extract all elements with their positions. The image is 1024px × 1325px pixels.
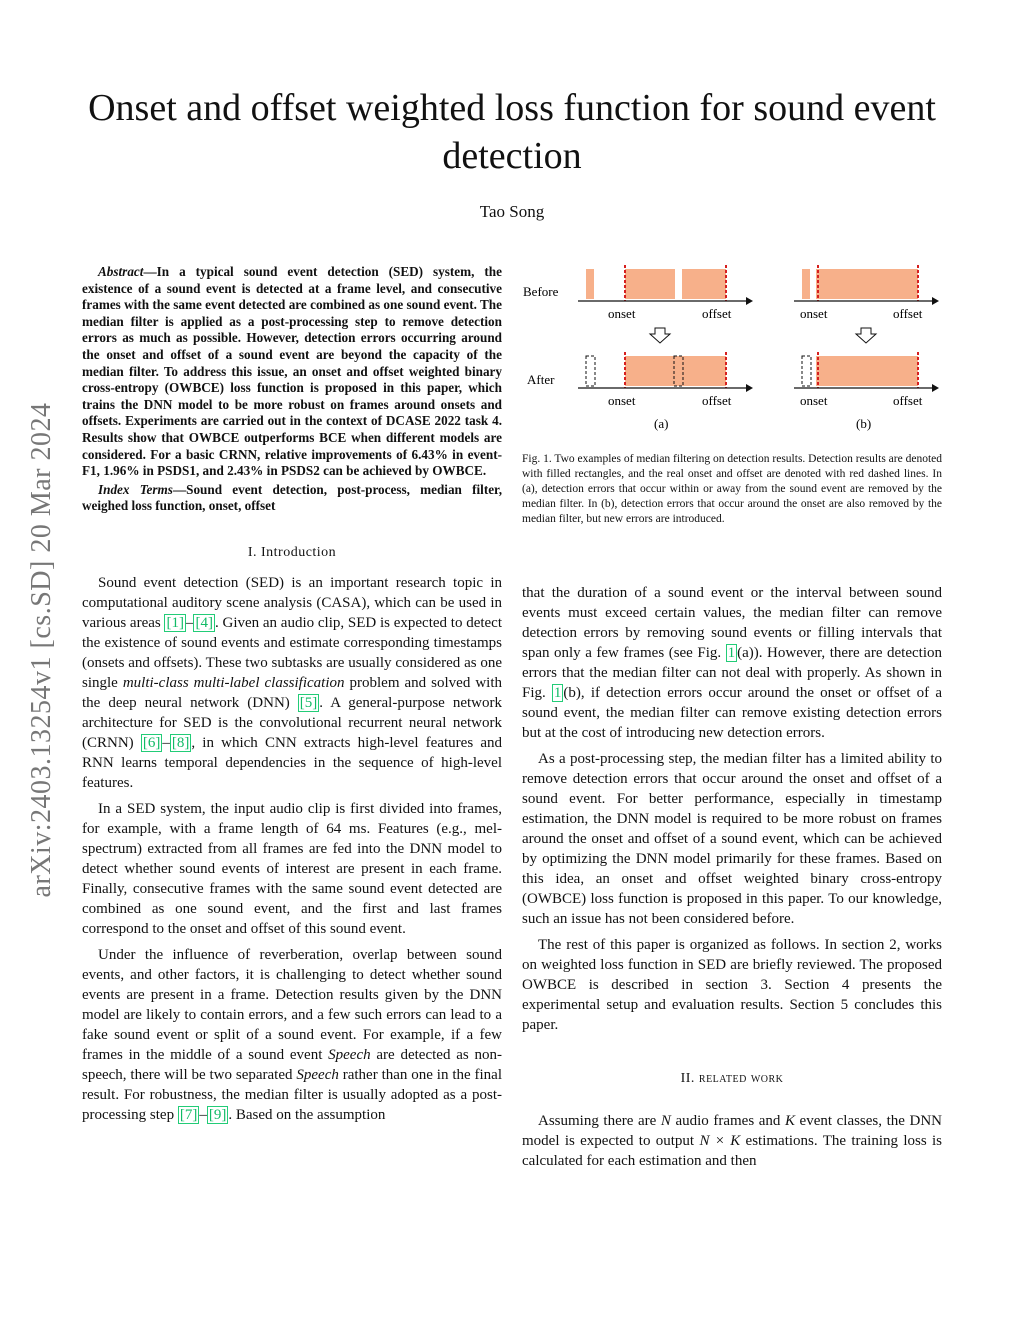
axis-arrow-icon: [746, 297, 753, 305]
figure-1: [522, 260, 942, 440]
intro-paragraph-3-continued: that the duration of a sound event or the interval between sound events must exceed certain values, the median filter can remove detection errors by removing sound events or filling intervals that span only a few frames (see Fig. 1 (a)). However, there are detection errors that the median filter can not deal with properly. As shown in Fig. 1 (b), if detection errors occur around the onset or offset of a sound event, the median filter can remove existing detection errors but at the cost of introducing new detection errors.: [522, 585, 942, 741]
axis-arrow-icon: [932, 297, 939, 305]
citation-link[interactable]: [1]: [166, 614, 184, 631]
detection-rect: [586, 269, 594, 299]
intro-paragraph-3: Under the influence of reverberation, overlap between sound events, and other factors, it is challenging to detect whether sound events are present in a frame. Detection results given by the DNN model are likely to contain errors, and a few such errors can lead to a fake sound event or split of a sound event. For example, if a few frames in the middle of a sound event Speech are detected as non-speech, there will be two separated Speech rather than one in the final result. For robustness, the median filter is usually adopted as a post-processing step [7] – [9] . Based on the assumption: [82, 946, 502, 1123]
index-terms: [82, 482, 502, 515]
figure-caption: Fig. 1. Two examples of median filtering on detection results. Detection results are denoted with filled rectangles, and the real onset and offset are denoted with red dashed lines. In (a), detection errors that occur within or away from the sound event are removed by the median filter. In (b), detection errors that occur around the onset are also removed by the median filter, but new errors are introduced.: [522, 453, 942, 525]
abstract: [82, 264, 502, 480]
offset-label: offset: [702, 306, 732, 321]
subfigure-label-a: (a): [654, 416, 669, 431]
paper-author: Tao Song: [479, 202, 545, 221]
axis-arrow-icon: [932, 384, 939, 392]
removed-rect: [586, 356, 595, 386]
figure-panel-a-before: [578, 265, 753, 321]
citation-link[interactable]: [4]: [195, 614, 213, 631]
abstract-text: —In a typical sound event detection (SED) system, the existence of a sound event is detected at a frame level, and consecutive frames with the same event detected are combined as one sound event. The median filter is applied as a post-processing step to remove detection errors as much as possible. However, detection errors occurring around the onset and offset of a sound event are beyond the capacity of the median filter. To address this issue, an onset and offset weighted binary cross-entropy (OWBCE) loss function is proposed in this paper, which trains the DNN model to be more robust on frames around onsets and offsets. Experiments are carried out in the context of DCASE 2022 task 4. Results show that OWBCE outperforms BCE when different models are considered. For a basic CRNN, relative improvements of 6.43% in event-F1, 1.96% in PSDS1, and 2.43% in PSDS2 can be achieved by OWBCE.: [82, 264, 502, 479]
citation-link[interactable]: [6]: [142, 734, 161, 751]
offset-label: offset: [893, 306, 923, 321]
removed-rect: [802, 356, 811, 386]
intro-paragraph-1: Sound event detection (SED) is an important research topic in computational auditory scene analysis (CASA), which can be used in various areas [1] – [4] . Given an audio clip, SED is expected to detect the existence of sound events and estimate corresponding timestamps (onsets and offsets). These two subtasks are usually considered as one single multi-class multi-label classification problem and solved with the deep neural network (DNN) [5] . A general-purpose network architecture for SED is the convolutional recurrent neural network (CRNN) [6] – [8] , in which CNN extracts high-level features and RNN learns temporal dependencies in the sequence of high-level features.: [82, 574, 503, 791]
arxiv-stamp-text: arXiv:2403.13254v1 [cs.SD] 20 Mar 2024: [26, 402, 57, 898]
axis-arrow-icon: [746, 384, 753, 392]
detection-rect: [816, 269, 918, 299]
detection-rect: [802, 269, 810, 299]
index-terms-label: Index Terms: [98, 481, 173, 497]
right-column: [522, 583, 942, 1171]
figure-row-label-after: After: [527, 372, 555, 387]
offset-label: offset: [702, 393, 732, 408]
down-arrow-icon: [650, 328, 670, 343]
figure-panel-b-before: [794, 265, 939, 321]
figure-row-label-before: Before: [523, 284, 559, 299]
intro-paragraph-2: In a SED system, the input audio clip is first divided into frames, for example, with a frame length of 64 ms. Features (e.g., mel-spectrum) extracted from all frames are fed into the DNN model to detect whether sound events of interest are present in each frame. Finally, consecutive frames with the same sound event detected are combined as one sound event, and the first and last frames correspond to the onset and offset of this sound event.: [82, 800, 502, 937]
subfigure-label-b: (b): [856, 416, 872, 431]
abstract-label: Abstract: [98, 264, 144, 279]
detection-rect: [625, 356, 726, 386]
onset-label: onset: [608, 393, 636, 408]
arxiv-side-stamp: [22, 350, 62, 950]
figure-panel-a-after: [578, 352, 753, 431]
onset-label: onset: [800, 393, 828, 408]
down-arrow-icon: [856, 328, 876, 343]
section-heading-related-work: II. related work: [680, 1071, 784, 1086]
citation-link[interactable]: [9]: [208, 1106, 227, 1123]
paper-title: Onset and offset weighted loss function for sound event detection: [88, 87, 936, 177]
left-column: [82, 264, 502, 1125]
onset-label: onset: [800, 306, 828, 321]
onset-label: onset: [608, 306, 636, 321]
figure-reference-link[interactable]: 1: [727, 645, 736, 661]
citation-link[interactable]: [5]: [299, 694, 318, 711]
detection-rect: [816, 356, 918, 386]
detection-rect: [625, 269, 675, 299]
intro-paragraph-4: As a post-processing step, the median filter has a limited ability to remove detection errors that occur around the onset and offset of a sound event. For better performance, especially in timestamp estimation, the DNN model is required to be more robust on frames around the onset and offset of a sound event, which can be achieved by optimizing the DNN model primarily for these frames. Based on this idea, an onset and offset weighted binary cross-entropy (OWBCE) loss function is proposed in this paper. To our knowledge, such an issue has not been considered before.: [522, 751, 942, 927]
figure-panel-b-after: [794, 352, 939, 431]
offset-label: offset: [893, 393, 923, 408]
citation-link[interactable]: [7]: [179, 1106, 198, 1123]
intro-paragraph-5: The rest of this paper is organized as follows. In section 2, works on weighted loss function in SED are briefly reviewed. The proposed OWBCE is described in section 3. Section 4 presents the experimental setup and evaluation results. Section 5 concludes this paper.: [522, 937, 942, 1033]
figure-reference-link[interactable]: 1: [553, 685, 562, 701]
section-heading-introduction: I. Introduction: [247, 544, 337, 560]
citation-link[interactable]: [8]: [171, 734, 190, 751]
related-work-paragraph-1: Assuming there are N audio frames and K event classes, the DNN model is expected to output N × K estimations. The training loss is calculated for each estimation and then: [522, 1113, 942, 1169]
detection-rect: [682, 269, 726, 299]
index-terms-text: —Sound event detection, post-process, median filter, weighed loss function, onset, offset: [82, 481, 502, 514]
